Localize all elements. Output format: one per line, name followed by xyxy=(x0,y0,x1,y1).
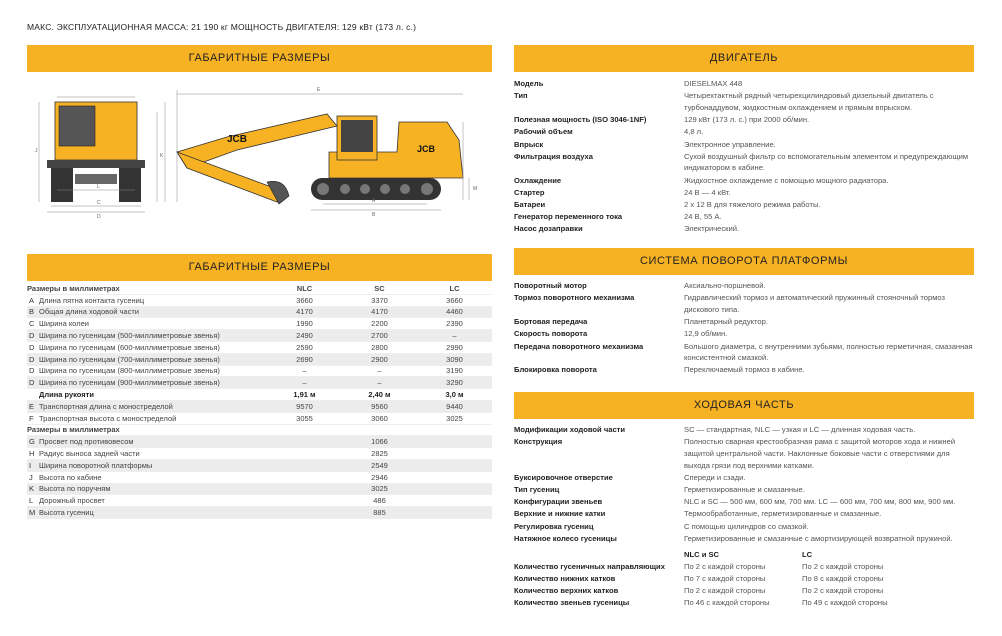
table-row xyxy=(27,401,492,413)
row-label: Высота гусениц xyxy=(39,508,94,518)
spec-value: Аксиально-поршневой. xyxy=(684,281,766,290)
spec-value: Спереди и сзади. xyxy=(684,472,746,482)
spec-row xyxy=(514,126,974,138)
row-letter: D xyxy=(29,366,35,376)
spec-key: Впрыск xyxy=(514,139,544,149)
table-row xyxy=(27,377,492,389)
spec-key: Конфигурации звеньев xyxy=(514,497,603,507)
row-value: 3370 xyxy=(371,295,388,305)
band-undercarriage: ХОДОВАЯ ЧАСТЬ xyxy=(514,392,974,419)
row-value: 2590 xyxy=(296,342,313,352)
row-letter: E xyxy=(29,401,35,411)
row-value: 3025 xyxy=(446,413,463,423)
spec-key: Насос дозаправки xyxy=(514,224,583,234)
spec-value: По 46 с каждой стороны xyxy=(684,598,770,608)
spec-row xyxy=(514,508,974,520)
spec-row xyxy=(514,199,974,211)
spec-key: Верхние и нижние катки xyxy=(514,509,606,519)
table-row xyxy=(27,389,492,401)
spec-row xyxy=(514,114,974,126)
table-row xyxy=(27,495,492,507)
row-label: Дорожный просвет xyxy=(39,496,105,506)
spec-row xyxy=(514,472,974,484)
row-label: Ширина колеи xyxy=(39,319,89,329)
spec-key: Количество верхних катков xyxy=(514,586,619,596)
row-letter: G xyxy=(29,437,35,447)
spec-value: По 8 с каждой стороны xyxy=(802,573,884,583)
row-letter: H xyxy=(29,449,35,459)
row-letter: D xyxy=(29,342,35,352)
spec-value: NLC и SC — 500 мм, 600 мм, 700 мм. LC — 600 мм, 700 мм, 800 мм, 900 мм. xyxy=(684,497,956,507)
row-label: Транспортная высота с моностределой xyxy=(39,413,177,423)
table-row xyxy=(27,342,492,354)
spec-row xyxy=(514,496,974,508)
band-dimensions-diagram: ГАБАРИТНЫЕ РАЗМЕРЫ xyxy=(27,45,492,72)
boom-logo: JCB xyxy=(227,134,248,145)
spec-row xyxy=(514,364,974,376)
spec-col-title: NLC и SC xyxy=(684,549,720,559)
svg-text:B: B xyxy=(372,212,376,218)
spec-value: Жидкостное охлаждение с помощью мощного радиатора. xyxy=(684,175,889,185)
table-header-label: Размеры в миллиметрах xyxy=(27,283,120,293)
svg-text:M: M xyxy=(473,186,478,192)
row-value: – xyxy=(302,366,307,376)
spec-row xyxy=(514,292,974,315)
svg-text:D: D xyxy=(97,214,101,220)
spec-row xyxy=(514,211,974,223)
row-label: Высота по кабине xyxy=(39,472,102,482)
table-row xyxy=(27,366,492,378)
band-swing: СИСТЕМА ПОВОРОТА ПЛАТФОРМЫ xyxy=(514,248,974,275)
svg-text:C: C xyxy=(97,200,101,206)
spec-key: Рабочий объем xyxy=(514,127,573,137)
dimensions-table xyxy=(27,283,492,519)
spec-row xyxy=(514,280,974,292)
row-value: 2700 xyxy=(371,331,388,341)
table-row xyxy=(27,484,492,496)
table-row xyxy=(27,448,492,460)
spec-row xyxy=(514,436,974,471)
row-letter: F xyxy=(29,413,34,423)
spec-key: Модель xyxy=(514,79,544,88)
spec-value: 129 кВт (173 л. с.) при 2000 об/мин. xyxy=(684,115,810,125)
spec-value: 24 В — 4 кВт. xyxy=(684,187,731,197)
svg-text:A: A xyxy=(372,198,376,204)
row-letter: D xyxy=(29,354,35,364)
spec-value: Полностью сварная крестообразная рама с защитой моторов хода и нижней защитой центральной части. Наклонные боковые части с отверстиями для выхода грязи под верхними катками. xyxy=(684,437,956,470)
spec-key: Скорость поворота xyxy=(514,329,588,339)
row-label: Высота по поручням xyxy=(39,484,111,494)
spec-key-blank xyxy=(514,549,684,561)
front-view xyxy=(47,102,145,202)
row-value: 3660 xyxy=(446,295,463,305)
row-value: – xyxy=(452,331,457,341)
spec-key: Батареи xyxy=(514,200,546,210)
row-value: 2900 xyxy=(371,354,388,364)
spec-key: Количество гусеничных направляющих xyxy=(514,561,665,571)
undercarriage-spec-list xyxy=(514,424,974,610)
spec-cols-header xyxy=(514,549,974,561)
spec-key: Конструкция xyxy=(514,437,563,447)
row-value: 2946 xyxy=(371,472,388,482)
body-logo: JCB xyxy=(417,144,436,154)
spec-value: По 2 с каждой стороны xyxy=(802,561,884,571)
spec-key: Блокировка поворота xyxy=(514,365,597,375)
row-value: 2390 xyxy=(446,319,463,329)
row-letter: D xyxy=(29,378,35,388)
spec-value: 12,9 об/мин. xyxy=(684,329,728,339)
spec-value: Электронное управление. xyxy=(684,139,776,149)
spec-key: Буксировочное отверстие xyxy=(514,472,613,482)
row-label: Ширина поворотной платформы xyxy=(39,460,153,470)
row-value: – xyxy=(302,378,307,388)
row-value: 3060 xyxy=(371,413,388,423)
spec-value: DIESELMAX 448 xyxy=(684,79,743,88)
spec-row xyxy=(514,151,974,174)
row-value: 1990 xyxy=(296,319,313,329)
swing-spec-list xyxy=(514,280,974,377)
row-letter: K xyxy=(29,484,35,494)
table-row xyxy=(27,295,492,307)
spec-key: Охлаждение xyxy=(514,175,562,185)
spec-value: 4,8 л. xyxy=(684,127,704,137)
spec-value: Сухой воздушный фильтр со вспомогательным элементом и предупреждающим индикатором в кабине. xyxy=(684,151,969,173)
spec-row xyxy=(514,561,974,573)
spec-key: Полезная мощность (ISO 3046-1NF) xyxy=(514,115,647,125)
spec-value: Электрический. xyxy=(684,224,740,234)
spec-key: Бортовая передача xyxy=(514,317,588,327)
table-row xyxy=(27,436,492,448)
table-row xyxy=(27,318,492,330)
row-letter: J xyxy=(29,472,33,482)
spec-key: Натяжное колесо гусеницы xyxy=(514,533,617,543)
spec-key: Тип гусениц xyxy=(514,485,560,495)
header-summary: МАКС. ЭКСПЛУАТАЦИОННАЯ МАССА: 21 190 кг МОЩНОСТЬ ДВИГАТЕЛЯ: 129 кВт (173 л. с.) xyxy=(27,22,417,32)
table-header2-row xyxy=(27,425,492,437)
table-header2-label: Размеры в миллиметрах xyxy=(27,425,120,435)
spec-key: Модификации ходовой части xyxy=(514,425,626,434)
spec-row xyxy=(514,90,974,113)
spec-value: Герметизированные и смазанные с амортизирующей возвратной пружиной. xyxy=(684,533,953,543)
spec-value: По 2 с каждой стороны xyxy=(684,561,766,571)
spec-row xyxy=(514,424,974,436)
row-label: Ширина по гусеницам (900-миллиметровые звенья) xyxy=(39,378,220,388)
row-letter: D xyxy=(29,331,35,341)
svg-text:E: E xyxy=(317,87,321,93)
spec-row xyxy=(514,139,974,151)
row-letter: I xyxy=(29,460,32,470)
spec-value: По 2 с каждой стороны xyxy=(802,586,884,596)
table-header-col: NLC xyxy=(296,283,313,293)
spec-key: Тип xyxy=(514,91,528,101)
row-value: 3290 xyxy=(446,378,463,388)
row-value: – xyxy=(377,378,382,388)
spec-row xyxy=(514,328,974,340)
spec-key: Регулировка гусениц xyxy=(514,521,594,531)
row-value: 1,91 м xyxy=(293,390,316,400)
spec-key: Количество нижних катков xyxy=(514,573,616,583)
table-header-row xyxy=(27,283,492,295)
table-header-col: LC xyxy=(449,283,460,293)
row-value: 4170 xyxy=(371,307,388,317)
row-letter: B xyxy=(29,307,35,317)
table-row xyxy=(27,330,492,342)
spec-row xyxy=(514,223,974,235)
row-value: 2200 xyxy=(371,319,388,329)
svg-text:J: J xyxy=(35,148,38,154)
row-label: Длина пятна контакта гусениц xyxy=(39,295,145,305)
spec-row xyxy=(514,521,974,533)
row-value: 3,0 м xyxy=(445,390,464,400)
row-value: 9570 xyxy=(296,401,313,411)
spec-row xyxy=(514,175,974,187)
spec-key: Стартер xyxy=(514,187,545,197)
table-row xyxy=(27,507,492,519)
row-value: – xyxy=(377,366,382,376)
row-label: Длина рукояти xyxy=(39,390,94,400)
row-value: 486 xyxy=(373,496,386,506)
table-row xyxy=(27,460,492,472)
row-label: Ширина по гусеницам (800-миллиметровые звенья) xyxy=(39,366,220,376)
table-row xyxy=(27,413,492,425)
row-value: 3055 xyxy=(296,413,313,423)
row-label: Просвет под противовесом xyxy=(39,437,134,447)
table-header-col: SC xyxy=(374,283,385,293)
spec-value: Четырехтактный рядный четырехцилиндровый дизельный двигатель с турбонаддувом, жидкостным охлаждением и прямым впрыском. xyxy=(684,91,934,112)
row-label: Ширина по гусеницам (500-миллиметровые звенья) xyxy=(39,331,220,341)
spec-row xyxy=(514,341,974,364)
row-label: Ширина по гусеницам (700-миллиметровые звенья) xyxy=(39,354,220,364)
band-dimensions-table: ГАБАРИТНЫЕ РАЗМЕРЫ xyxy=(27,254,492,281)
row-label: Общая длина ходовой части xyxy=(39,307,139,317)
excavator-diagram xyxy=(27,82,492,222)
row-value: 2,40 м xyxy=(368,390,391,400)
spec-key: Генератор переменного тока xyxy=(514,212,623,222)
spec-value: 2 x 12 В для тяжелого режима работы. xyxy=(684,200,821,210)
spec-row xyxy=(514,316,974,328)
spec-row xyxy=(514,573,974,585)
spec-value: SC — стандартная, NLC — узкая и LC — длинная ходовая часть. xyxy=(684,425,916,434)
row-value: 2800 xyxy=(371,342,388,352)
table-row xyxy=(27,307,492,319)
spec-key: Тормоз поворотного механизма xyxy=(514,293,635,303)
spec-row xyxy=(514,533,974,545)
table-row xyxy=(27,472,492,484)
engine-spec-list xyxy=(514,78,974,236)
spec-key: Передача поворотного механизма xyxy=(514,341,644,351)
table-row xyxy=(27,354,492,366)
side-view xyxy=(177,114,463,204)
row-letter: A xyxy=(29,295,35,305)
spec-value: По 7 с каждой стороны xyxy=(684,573,766,583)
spec-value: Гидравлический тормоз и автоматический пружинный стояночный тормоз дискового типа. xyxy=(684,293,946,314)
spec-key: Количество звеньев гусеницы xyxy=(514,598,630,608)
band-engine: ДВИГАТЕЛЬ xyxy=(514,45,974,72)
row-value: 4460 xyxy=(446,307,463,317)
spec-key: Фильтрация воздуха xyxy=(514,151,593,161)
spec-row xyxy=(514,597,974,609)
row-label: Транспортная длина с моностределой xyxy=(39,401,173,411)
spec-value: По 2 с каждой стороны xyxy=(684,586,766,596)
row-value: 3025 xyxy=(371,484,388,494)
svg-text:K: K xyxy=(160,153,164,159)
spec-row xyxy=(514,585,974,597)
row-value: 3660 xyxy=(296,295,313,305)
spec-value: Термообработанные, герметизированные и смазанные. xyxy=(684,509,882,519)
spec-key: Поворотный мотор xyxy=(514,281,587,290)
row-value: 2549 xyxy=(371,460,388,470)
spec-value: Переключаемый тормоз в кабине. xyxy=(684,365,805,375)
row-value: 2990 xyxy=(446,342,463,352)
row-value: 2825 xyxy=(371,449,388,459)
row-value: 9560 xyxy=(371,401,388,411)
row-letter: M xyxy=(29,508,36,518)
row-label: Ширина по гусеницам (600-миллиметровые звенья) xyxy=(39,342,220,352)
spec-value: Планетарный редуктор. xyxy=(684,317,768,327)
spec-row xyxy=(514,78,974,90)
row-value: 2490 xyxy=(296,331,313,341)
row-label: Радиус выноса задней части xyxy=(39,449,140,459)
spec-col-title: LC xyxy=(802,549,813,559)
row-value: 885 xyxy=(373,508,386,518)
row-value: 9440 xyxy=(446,401,463,411)
spec-value: Герметизированные и смазанные. xyxy=(684,485,805,495)
row-value: 4170 xyxy=(296,307,313,317)
row-value: 3090 xyxy=(446,354,463,364)
row-letter: L xyxy=(29,496,34,506)
row-letter: C xyxy=(29,319,35,329)
spec-value: 24 В, 55 А. xyxy=(684,212,722,222)
spec-row xyxy=(514,484,974,496)
spec-value: С помощью цилиндров со смазкой. xyxy=(684,521,809,531)
row-value: 3190 xyxy=(446,366,463,376)
svg-text:L: L xyxy=(97,184,100,190)
spec-value: Большого диаметра, с внутренними зубьями, полностью герметичная, смазанная консистентной смазкой. xyxy=(684,341,973,363)
spec-value: По 49 с каждой стороны xyxy=(802,598,888,608)
spec-row xyxy=(514,187,974,199)
row-value: 2690 xyxy=(296,354,313,364)
row-value: 1066 xyxy=(371,437,388,447)
